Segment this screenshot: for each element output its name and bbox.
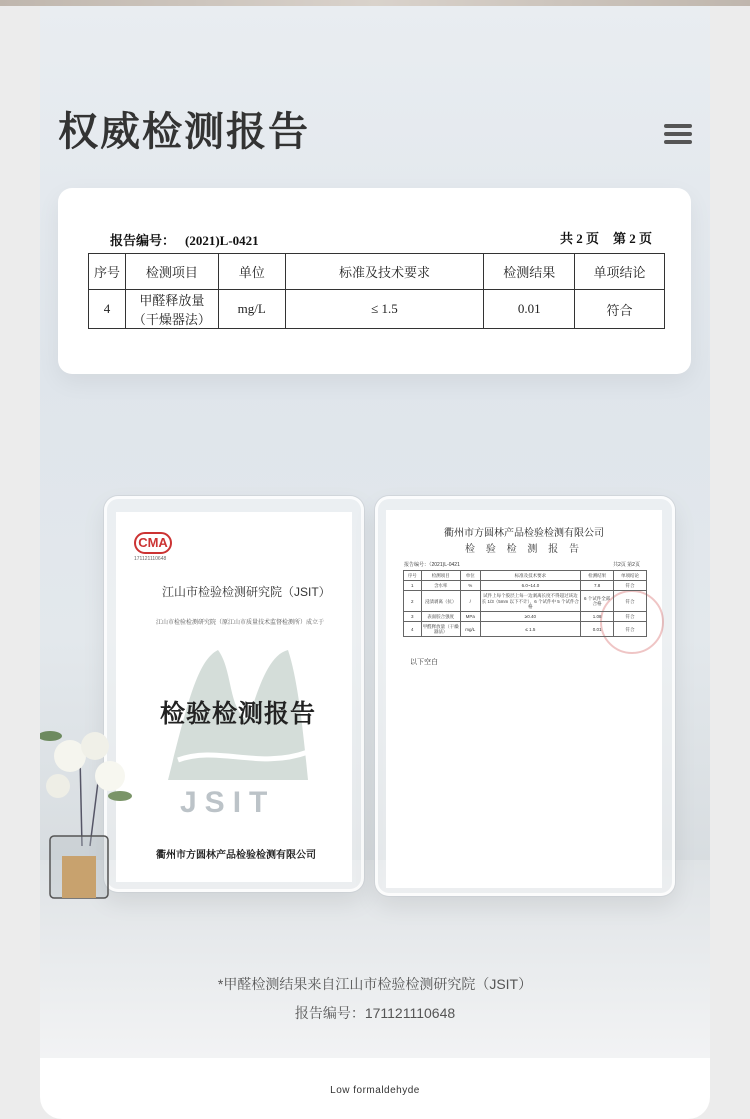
table-row: 3 表面胶合强度 MPa ≥0.40 1.08 符合 <box>404 611 647 621</box>
table-row: 4 甲醛释放量（干燥器法） mg/L ≤ 1.5 0.01 符合 <box>404 622 647 637</box>
table-header-row: 序号 检测项目 单位 标准及技术要求 检测结果 单项结论 <box>404 571 647 581</box>
table-header-row <box>89 254 665 290</box>
report-table <box>88 253 665 329</box>
table-row: 1 含水率 % 6.0~14.0 7.8 符合 <box>404 581 647 591</box>
flower-vase-icon <box>40 716 140 906</box>
report-number: 报告编号： (2021)L-0421 <box>110 233 259 248</box>
source-note: *甲醛检测结果来自江山市检验检测研究院（JSIT） <box>217 976 533 992</box>
page2-report-number: 报告编号：（2021)L-0421 <box>404 562 460 568</box>
report-number-note: 报告编号：171121110648 <box>294 1005 456 1021</box>
cell-item: 甲醛释放量 （干燥器法） <box>125 290 218 329</box>
col-header: 检测结果 <box>484 254 575 290</box>
cell-unit: mg/L <box>218 290 285 329</box>
page2-company: 衢州市方圆林产品检验检测有限公司 <box>444 528 604 539</box>
footer-text: Low formaldehyde <box>330 1085 420 1096</box>
report-pages: 共 2 页 第 2 页 <box>560 231 653 246</box>
institute-name: 江山市检验检测研究院（JSIT） <box>162 585 331 599</box>
page2-subtitle: 检 验 检 测 报 告 <box>465 544 583 555</box>
col-header: 单位 <box>218 254 285 290</box>
cma-logo: CMA <box>134 532 172 554</box>
page2-end-note: 以下空白 <box>410 659 438 666</box>
cell-conclusion: 符合 <box>575 290 665 329</box>
table-row <box>89 290 665 329</box>
cover-title: 检验检测报告 <box>160 700 317 728</box>
cell-requirement: ≤ 1.5 <box>285 290 484 329</box>
page2-table <box>403 570 647 637</box>
menu-icon[interactable] <box>664 124 692 144</box>
institute-subtitle: 江山市检验检测研究院（原江山市质量技术监督检测所）成立于 <box>156 620 325 626</box>
page-title: 权威检测报告 <box>58 110 310 154</box>
cell-index: 4 <box>89 290 126 329</box>
jsit-logo-text: JSIT <box>180 786 276 819</box>
page2-pages: 共2页 第2页 <box>613 562 640 568</box>
table-row: 2 浸渍剥离（抗） / 试件上每个胶层上每一边剥离长度不得超过该边长 1/3（5mm 以下不计），6 个试件中 5 个试件合格 6 个试件全部合格 符合 <box>404 591 647 612</box>
cell-result: 0.01 <box>484 290 575 329</box>
col-header: 单项结论 <box>575 254 665 290</box>
col-header: 序号 <box>89 254 126 290</box>
col-header: 标准及技术要求 <box>285 254 484 290</box>
col-header: 检测项目 <box>125 254 218 290</box>
cma-number: 171121110648 <box>134 556 167 562</box>
cover-company: 衢州市方圆林产品检验检测有限公司 <box>156 850 316 861</box>
